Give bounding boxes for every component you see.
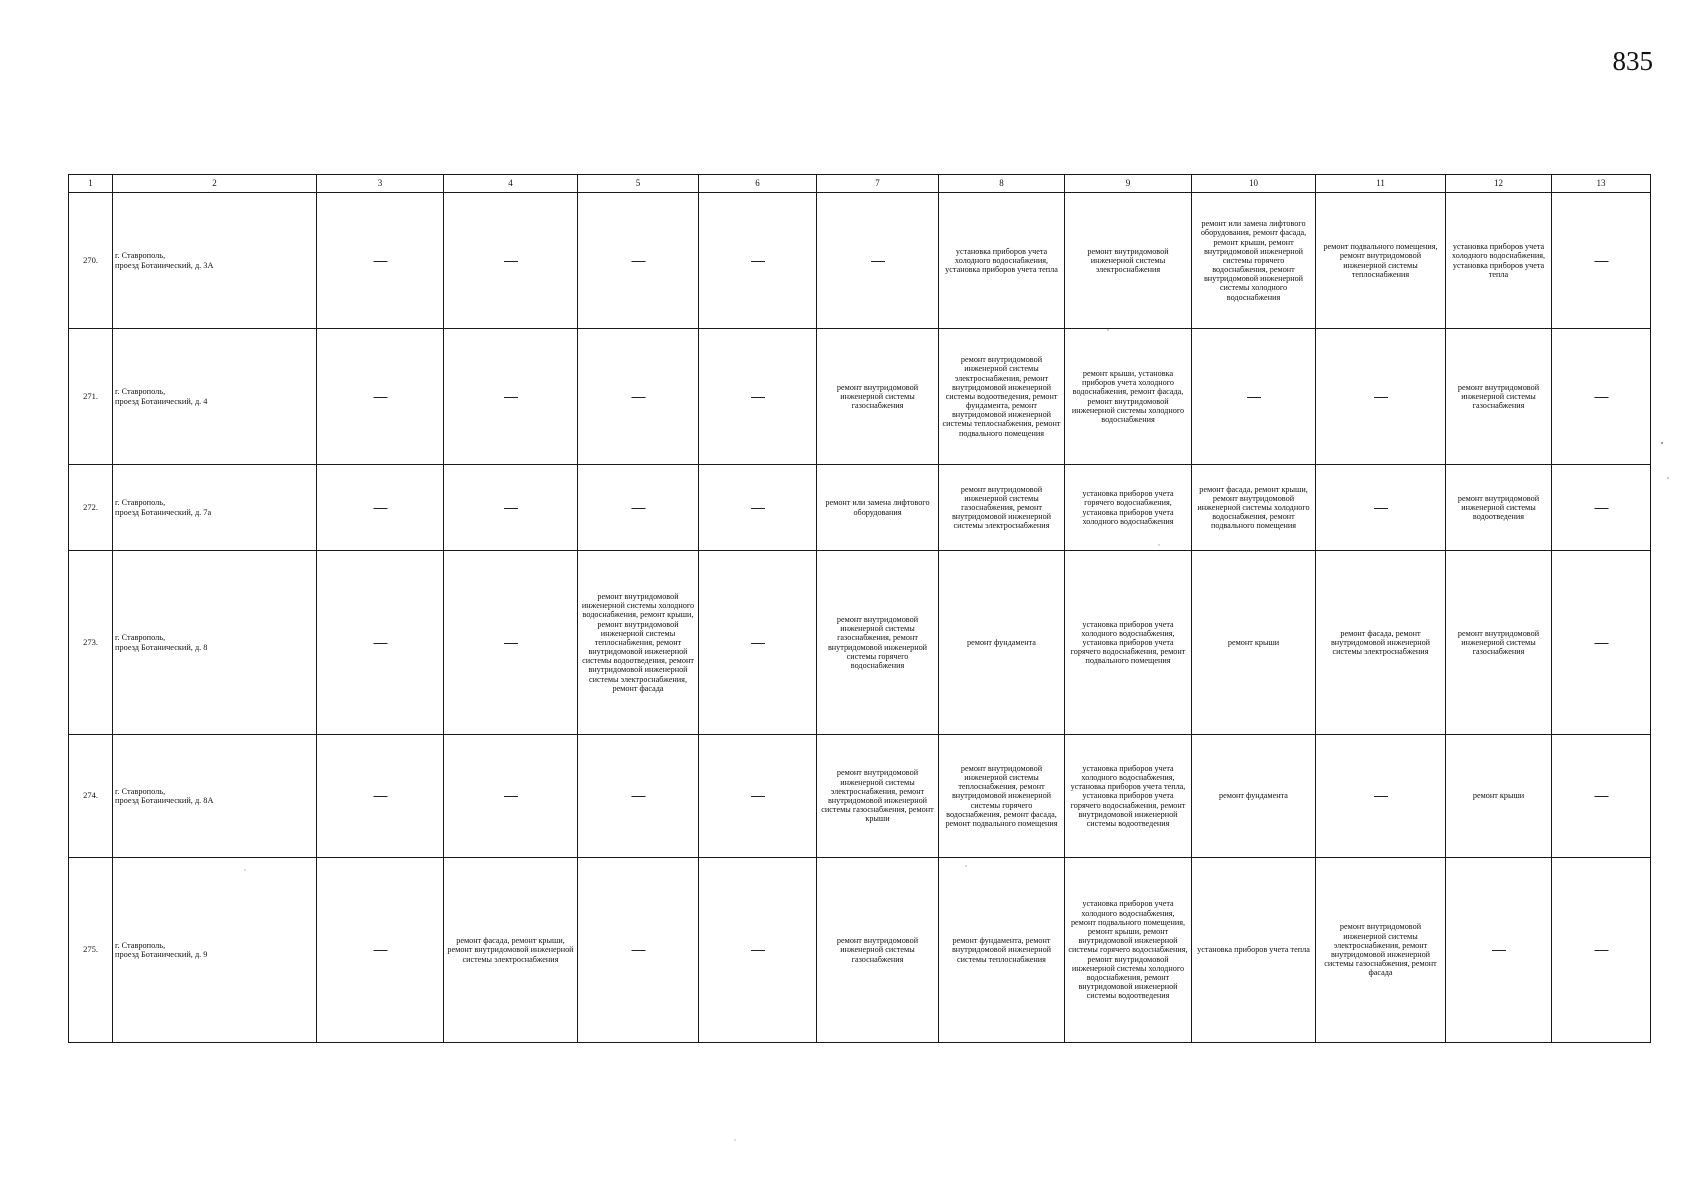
empty-dash-cell: — xyxy=(699,193,817,329)
empty-dash-cell: — xyxy=(699,465,817,551)
table-body xyxy=(69,193,1651,1043)
address-cell xyxy=(113,193,317,329)
work-description-cell: ремонт внутридомовой инженерной системы газоснабжения xyxy=(1446,329,1552,465)
row-number-cell: 275. xyxy=(69,858,113,1043)
address-cell xyxy=(113,858,317,1043)
address-line: проезд Ботанический, д. 7а xyxy=(115,507,212,517)
work-description-cell: ремонт фасада, ремонт крыши, ремонт внутридомовой инженерной системы электроснабжения xyxy=(444,858,578,1043)
column-header: 9 xyxy=(1065,175,1192,193)
table-row xyxy=(69,858,1651,1043)
empty-dash-cell: — xyxy=(699,858,817,1043)
empty-dash-cell: — xyxy=(1552,329,1651,465)
row-number-cell: 271. xyxy=(69,329,113,465)
column-header: 2 xyxy=(113,175,317,193)
empty-dash-cell: — xyxy=(444,193,578,329)
empty-dash-cell: — xyxy=(317,329,444,465)
work-description-cell: ремонт крыши xyxy=(1192,551,1316,735)
work-description-cell: ремонт внутридомовой инженерной системы газоснабжения xyxy=(817,858,939,1043)
address-line: проезд Ботанический, д. 8А xyxy=(115,796,214,805)
row-number-cell: 274. xyxy=(69,735,113,858)
empty-dash-cell: — xyxy=(699,735,817,858)
work-description-cell: ремонт внутридомовой инженерной системы электроснабжения, ремонт внутридомовой инженерной системы газоснабжения, ремонт фасада xyxy=(1316,858,1446,1043)
address-line: проезд Ботанический, д. 4 xyxy=(115,396,208,406)
empty-dash-cell: — xyxy=(699,551,817,735)
address-line: г. Ставрополь, xyxy=(115,633,166,643)
empty-dash-cell: — xyxy=(1316,735,1446,858)
work-description-cell: ремонт внутридомовой инженерной системы теплоснабжения, ремонт внутридомовой инженерной системы горячего водоснабжения, ремонт фасада, ремонт подвального помещения xyxy=(939,735,1065,858)
empty-dash-cell: — xyxy=(444,551,578,735)
empty-dash-cell: — xyxy=(817,193,939,329)
work-description-cell: ремонт фундамента, ремонт внутридомовой инженерной системы теплоснабжения xyxy=(939,858,1065,1043)
empty-dash-cell: — xyxy=(1552,858,1651,1043)
column-number-row xyxy=(69,175,1651,193)
empty-dash-cell: — xyxy=(317,551,444,735)
empty-dash-cell: — xyxy=(578,193,699,329)
work-description-cell: ремонт фасада, ремонт внутридомовой инженерной системы электроснабжения xyxy=(1316,551,1446,735)
work-description-cell: ремонт внутридомовой инженерной системы газоснабжения, ремонт внутридомовой инженерной системы горячего водоснабжения xyxy=(817,551,939,735)
row-number-cell: 270. xyxy=(69,193,113,329)
address-cell xyxy=(113,735,317,858)
work-description-cell: ремонт внутридомовой инженерной системы газоснабжения xyxy=(817,329,939,465)
empty-dash-cell: — xyxy=(578,858,699,1043)
empty-dash-cell: — xyxy=(1552,193,1651,329)
work-description-cell: установка приборов учета холодного водоснабжения, установка приборов учета горячего водоснабжения, ремонт подвального помещения xyxy=(1065,551,1192,735)
empty-dash-cell: — xyxy=(1446,858,1552,1043)
table-row xyxy=(69,735,1651,858)
empty-dash-cell: — xyxy=(444,735,578,858)
work-description-cell: ремонт внутридомовой инженерной системы газоснабжения xyxy=(1446,551,1552,735)
address-line: г. Ставрополь, xyxy=(115,498,166,508)
address-line: проезд Ботанический, д. 9 xyxy=(115,950,208,959)
work-description-cell: установка приборов учета тепла xyxy=(1192,858,1316,1043)
empty-dash-cell: — xyxy=(317,465,444,551)
work-description-cell: ремонт внутридомовой инженерной системы газоснабжения, ремонт внутридомовой инженерной системы электроснабжения xyxy=(939,465,1065,551)
address-line: г. Ставрополь, xyxy=(115,387,166,397)
page-number: 835 xyxy=(1612,46,1653,76)
address-cell xyxy=(113,551,317,735)
work-description-cell: ремонт внутридомовой инженерной системы электроснабжения, ремонт внутридомовой инженерной системы газоснабжения, ремонт крыши xyxy=(817,735,939,858)
empty-dash-cell: — xyxy=(1552,735,1651,858)
table-row xyxy=(69,551,1651,735)
work-description-cell: ремонт фасада, ремонт крыши, ремонт внутридомовой инженерной системы холодного водоснабжения, ремонт подвального помещения xyxy=(1192,465,1316,551)
work-description-cell: ремонт крыши, установка приборов учета холодного водоснабжения, ремонт фасада, ремонт внутридомовой инженерной системы холодного водоснабжения xyxy=(1065,329,1192,465)
empty-dash-cell: — xyxy=(444,465,578,551)
address-cell xyxy=(113,329,317,465)
empty-dash-cell: — xyxy=(1192,329,1316,465)
empty-dash-cell: — xyxy=(578,465,699,551)
column-header: 5 xyxy=(578,175,699,193)
address-line: проезд Ботанический, д. 3А xyxy=(115,260,214,270)
empty-dash-cell: — xyxy=(1316,465,1446,551)
column-header: 1 xyxy=(69,175,113,193)
empty-dash-cell: — xyxy=(578,329,699,465)
column-header: 10 xyxy=(1192,175,1316,193)
empty-dash-cell: — xyxy=(578,735,699,858)
column-header: 3 xyxy=(317,175,444,193)
column-header: 12 xyxy=(1446,175,1552,193)
address-line: г. Ставрополь, xyxy=(115,786,166,796)
work-description-cell: ремонт внутридомовой инженерной системы электроснабжения xyxy=(1065,193,1192,329)
work-description-cell: установка приборов учета холодного водоснабжения, установка приборов учета тепла xyxy=(1446,193,1552,329)
work-description-cell: ремонт или замена лифтового оборудования, ремонт фасада, ремонт крыши, ремонт внутридомовой инженерной системы горячего водоснабжения, ремонт внутридомовой инженерной системы холодного водоснабжения xyxy=(1192,193,1316,329)
work-description-cell: установка приборов учета холодного водоснабжения, установка приборов учета тепла xyxy=(939,193,1065,329)
column-header: 11 xyxy=(1316,175,1446,193)
work-description-cell: ремонт фундамента xyxy=(939,551,1065,735)
table-row xyxy=(69,193,1651,329)
empty-dash-cell: — xyxy=(317,735,444,858)
repair-schedule-table xyxy=(68,174,1651,1043)
column-header: 13 xyxy=(1552,175,1651,193)
table-row xyxy=(69,329,1651,465)
work-description-cell: ремонт крыши xyxy=(1446,735,1552,858)
work-description-cell: ремонт фундамента xyxy=(1192,735,1316,858)
column-header: 4 xyxy=(444,175,578,193)
address-line: проезд Ботанический, д. 8 xyxy=(115,642,208,652)
column-header: 7 xyxy=(817,175,939,193)
work-description-cell: установка приборов учета холодного водоснабжения, установка приборов учета тепла, установка приборов учета горячего водоснабжения, ремонт внутридомовой инженерной системы водоотведения xyxy=(1065,735,1192,858)
empty-dash-cell: — xyxy=(444,329,578,465)
column-header: 6 xyxy=(699,175,817,193)
work-description-cell: установка приборов учета горячего водоснабжения, установка приборов учета холодного водоснабжения xyxy=(1065,465,1192,551)
row-number-cell: 272. xyxy=(69,465,113,551)
column-header: 8 xyxy=(939,175,1065,193)
table-row xyxy=(69,465,1651,551)
work-description-cell: ремонт внутридомовой инженерной системы холодного водоснабжения, ремонт крыши, ремонт внутридомовой инженерной системы теплоснабжения, ремонт внутридомовой инженерной системы водоотведения, ремонт внутридомовой инженерной системы электроснабжения, ремонт фасада xyxy=(578,551,699,735)
address-line: г. Ставрополь, xyxy=(115,940,166,950)
row-number-cell: 273. xyxy=(69,551,113,735)
empty-dash-cell: — xyxy=(317,193,444,329)
empty-dash-cell: — xyxy=(1552,551,1651,735)
work-description-cell: ремонт внутридомовой инженерной системы водоотведения xyxy=(1446,465,1552,551)
address-line: г. Ставрополь, xyxy=(115,251,166,261)
work-description-cell: установка приборов учета холодного водоснабжения, ремонт подвального помещения, ремонт крыши, ремонт внутридомовой инженерной системы горячего водоснабжения, ремонт внутридомовой инженерной системы холодного водоснабжения, ремонт внутридомовой инженерной системы водоотведения xyxy=(1065,858,1192,1043)
empty-dash-cell: — xyxy=(1316,329,1446,465)
empty-dash-cell: — xyxy=(699,329,817,465)
work-description-cell: ремонт подвального помещения, ремонт внутридомовой инженерной системы теплоснабжения xyxy=(1316,193,1446,329)
work-description-cell: ремонт или замена лифтового оборудования xyxy=(817,465,939,551)
empty-dash-cell: — xyxy=(1552,465,1651,551)
empty-dash-cell: — xyxy=(317,858,444,1043)
work-description-cell: ремонт внутридомовой инженерной системы электроснабжения, ремонт внутридомовой инженерной системы водоотведения, ремонт фундамента, ремонт внутридомовой инженерной системы теплоснабжения, ремонт подвального помещения xyxy=(939,329,1065,465)
address-cell xyxy=(113,465,317,551)
